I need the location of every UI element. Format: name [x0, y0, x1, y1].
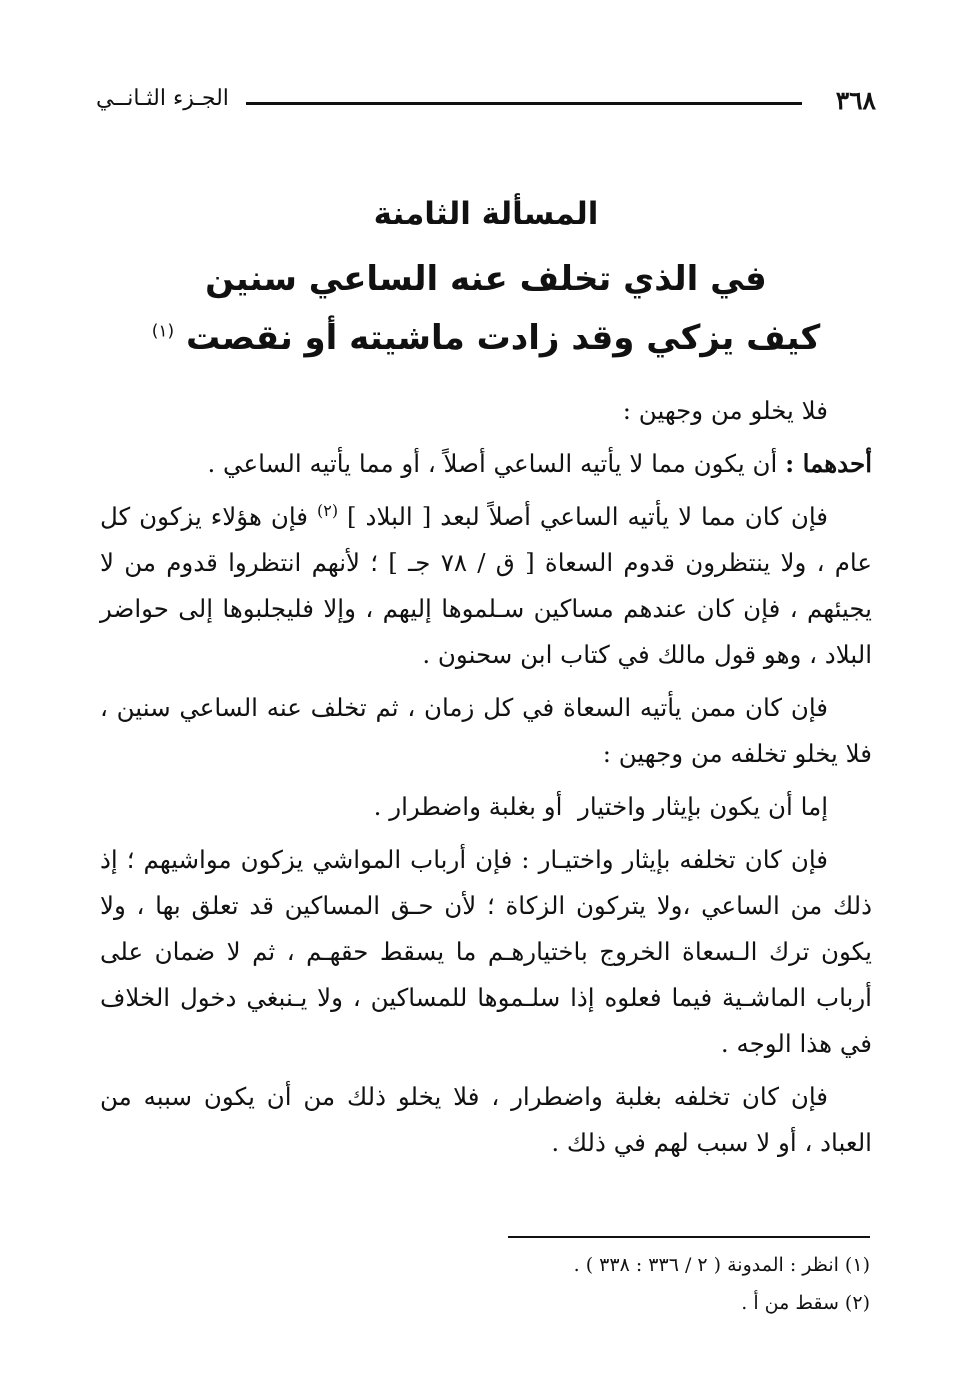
body-text	[92, 388, 872, 1173]
paragraph-3	[92, 494, 872, 678]
footnote-ref-2: (٢)	[316, 500, 339, 520]
subheading-text: كيف يزكي وقد زادت ماشيته أو نقصت	[185, 318, 821, 358]
section-subheading-2	[96, 318, 876, 358]
paragraph-7: فإن كان تخلفه بغلبة واضطرار ، فلا يخلو ذلك من أن يكون سببه من العباد ، أو لا سبب لهم في ذلك .	[92, 1082, 872, 1157]
footnote-2: (٢) سقط من أ .	[741, 1292, 870, 1314]
footnote-ref-1: (١)	[151, 321, 175, 342]
running-title: الجـزء الثـانــي	[96, 86, 229, 111]
paragraph-6: فإن كان تخلفه بإيثار واختيـار : فإن أرباب المواشي يزكون مواشيهم ؛ إذ ذلك من الساعي ،ولا يتركون الزكاة ؛ لأن حـق المساكين قد تعلق بها ، ولا يكون ترك الـسعاة الخروج باختيارهـم ما يسقط حقهـم ، ثم لا ضمان على أرباب الماشـية فيما فعلوه إذا سلـموها للمساكين ، ولا يـنبغي دخول الخلاف في هذا الوجه .	[92, 845, 872, 1058]
paragraph-5: إما أن يكون بإيثار واختيار أو بغلبة واضطرار .	[373, 792, 828, 821]
footnote-separator	[508, 1236, 870, 1238]
running-header	[96, 84, 876, 124]
footnotes	[170, 1246, 870, 1322]
paragraph-3-part-a: فإن كان مما لا يأتيه الساعي أصلاً لبعد [ البلاد ]	[338, 502, 828, 531]
section-subheading-1: في الذي تخلف عنه الساعي سنين	[205, 259, 767, 299]
paragraph-3-part-b: فإن هؤلاء يزكون كل عام ، ولا ينتظرون قدوم السعاة [ ق / ٧٨ جـ ] ؛ لأنهم انتظروا قدوم من لا يجيئهم ، فإن كان عندهم مساكين سـلموها إليهم ، وإلا فليجلبوها إلى حواضر البلاد ، وهو قول مالك في كتاب ابن سحنون .	[92, 502, 872, 669]
paragraph-2-text: أن يكون مما لا يأتيه الساعي أصلاً ، أو مما يأتيه الساعي .	[207, 449, 786, 478]
paragraph-2-lead: أحدهما :	[785, 449, 872, 478]
section-heading: المسألة الثامنة	[373, 196, 599, 232]
page-number: ٣٦٨	[835, 86, 876, 115]
paragraph-2	[100, 441, 872, 487]
paragraph-1: فلا يخلو من وجهين :	[622, 396, 828, 425]
footnote-1: (١) انظر : المدونة ( ٢ / ٣٣٦ : ٣٣٨ ) .	[573, 1254, 870, 1276]
header-rule	[246, 102, 802, 105]
paragraph-4: فإن كان ممن يأتيه السعاة في كل زمان ، ثم تخلف عنه الساعي سنين ، فلا يخلو تخلفه من وجهين :	[92, 693, 872, 768]
